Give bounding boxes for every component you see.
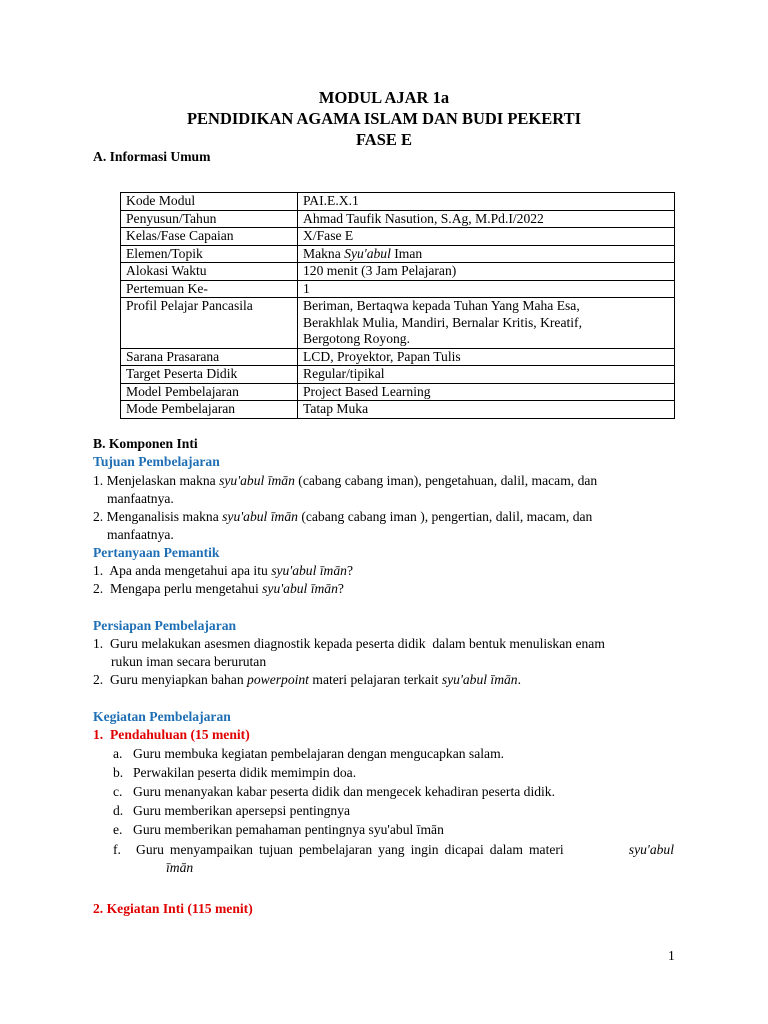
list-item: Guru menyampaikan tujuan pembelajaran yang ingin dicapai dalam materi syu'abul [136,842,674,857]
tujuan-heading: Tujuan Pembelajaran [93,454,220,469]
table-row: Kode Modul PAI.E.X.1 [121,193,675,211]
pendahuluan-heading: 1. Pendahuluan (15 menit) [93,727,250,742]
list-item: 2. Mengapa perlu mengetahui syu'abul īmān? [93,581,344,596]
section-b-heading: B. Komponen Inti [93,436,198,451]
list-item: a. Guru membuka kegiatan pembelajaran dengan mengucapkan salam. [113,746,505,761]
list-item-letter: f. [113,842,121,857]
list-item-continuation: manfaatnya. [107,527,174,542]
list-item: 1. Menjelaskan makna syu'abul īmān (cabang cabang iman), pengetahuan, dalil, macam, dan [93,473,598,488]
list-item: c. Guru menanyakan kabar peserta didik dan mengecek kehadiran peserta didik. [113,784,555,799]
list-item: 1. Guru melakukan asesmen diagnostik kepada peserta didik dalam bentuk menuliskan enam [93,636,605,651]
info-table [120,192,675,419]
list-item: 2. Menganalisis makna syu'abul īmān (cabang cabang iman ), pengertian, dalil, macam, dan [93,509,593,524]
section-a-heading: A. Informasi Umum [93,149,211,164]
list-item: d. Guru memberikan apersepsi pentingnya [113,803,351,818]
table-row: Model Pembelajaran Project Based Learning [121,383,675,401]
table-row: Kelas/Fase Capaian X/Fase E [121,228,675,246]
kegiatan-inti-heading: 2. Kegiatan Inti (115 menit) [93,901,253,916]
list-item: e. Guru memberikan pemahaman pentingnya syu'abul īmān [113,822,444,837]
table-row: Mode Pembelajaran Tatap Muka [121,401,675,419]
persiapan-heading: Persiapan Pembelajaran [93,618,237,633]
table-row: Elemen/Topik Makna Syu'abul Iman [121,245,675,263]
list-item: 1. Apa anda mengetahui apa itu syu'abul īmān? [93,563,354,578]
subject-title: PENDIDIKAN AGAMA ISLAM DAN BUDI PEKERTI [186,109,582,128]
table-row: Penyusun/Tahun Ahmad Taufik Nasution, S.Ag, M.Pd.I/2022 [121,210,675,228]
list-item: b. Perwakilan peserta didik memimpin doa. [113,765,357,780]
table-row: Pertemuan Ke- 1 [121,280,675,298]
list-item: 2. Guru menyiapkan bahan powerpoint materi pelajaran terkait syu'abul īmān. [93,672,522,687]
page-number: 1 [668,948,675,963]
table-row: Target Peserta Didik Regular/tipikal [121,366,675,384]
table-row: Alokasi Waktu 120 menit (3 Jam Pelajaran) [121,263,675,281]
table-row: Profil Pelajar Pancasila Beriman, Bertaqwa kepada Tuhan Yang Maha Esa, Berakhlak Mulia, Mandiri, Bernalar Kritis, Kreatif, Bergotong Royong. [121,298,675,349]
module-title: MODUL AJAR 1a [318,88,450,107]
list-item-continuation: īmān [166,860,194,875]
list-item-continuation: manfaatnya. [107,491,174,506]
phase-title: FASE E [355,130,413,149]
list-item-continuation: rukun iman secara berurutan [111,654,267,669]
kegiatan-heading: Kegiatan Pembelajaran [93,709,231,724]
table-row: Sarana Prasarana LCD, Proyektor, Papan Tulis [121,348,675,366]
pemantik-heading: Pertanyaan Pemantik [93,545,220,560]
